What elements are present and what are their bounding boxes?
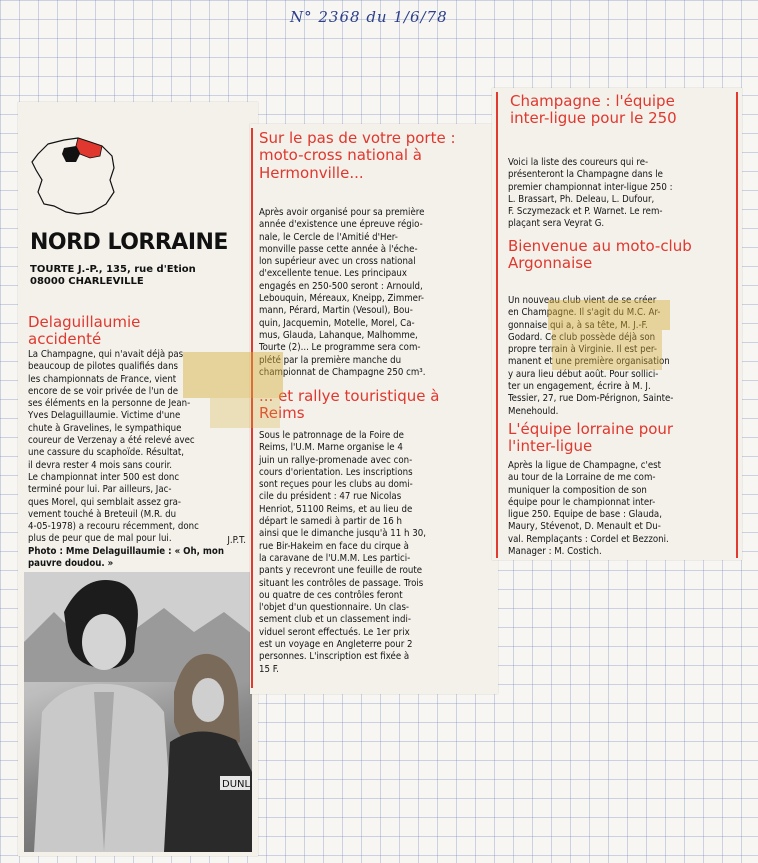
article-headline: Delaguillaumie accidenté — [28, 313, 141, 349]
text-line: gonnaise qui a, à sa tête, M. J.-F. — [508, 319, 648, 331]
text-line: 4-05-1978) a recouru récemment, donc — [28, 521, 199, 533]
tape-strip — [548, 300, 670, 330]
text-line: rue Bir-Hakeim en face du cirque à — [259, 540, 409, 552]
text-line: équipe pour le championnat inter- — [508, 496, 656, 508]
text-line: sement club et un classement indi- — [259, 614, 411, 626]
text-line: personnes. L'inscription est fixée à — [259, 651, 410, 663]
text-line: Yves Delaguillaumie. Victime d'une — [28, 410, 181, 422]
text-line: Lebouquin, Méreaux, Kneipp, Zimmer- — [259, 293, 425, 305]
text-line: premier championnat inter-ligue 250 : — [508, 181, 673, 193]
tape-strip — [552, 330, 662, 370]
article-body — [259, 430, 488, 676]
text-line: monville passe cette année à l'éche- — [259, 243, 418, 255]
text-line: y aura lieu début août. Pour sollici- — [508, 368, 659, 380]
article-headline: Champagne : l'équipe inter-ligue pour le 250 — [510, 92, 677, 128]
text-line: plaçant sera Veyrat G. — [508, 218, 605, 230]
text-line: Sous le patronnage de la Foire de — [259, 430, 404, 441]
france-map-icon — [28, 134, 120, 218]
text-line: Menehould. — [508, 405, 559, 417]
text-line: 15 F. — [259, 663, 279, 675]
text-line: encore de se voir privée de l'un de — [28, 385, 179, 397]
handwritten-note: N° 2368 du 1/6/78 — [290, 8, 448, 26]
text-line: mus, Glauda, Lahanque, Malhomme, — [259, 329, 418, 341]
address-line: 08000 CHARLEVILLE — [30, 276, 144, 287]
text-line: L. Brassart, Ph. Deleau, L. Dufour, — [508, 193, 655, 205]
text-line: F. Sczymezack et P. Warnet. Le rem- — [508, 206, 663, 218]
article-body — [508, 157, 732, 231]
text-line: est un voyage en Angleterre pour 2 — [259, 639, 413, 651]
text-line: il devra rester 4 mois sans courir. — [28, 459, 173, 471]
text-line: Manager : M. Costich. — [508, 546, 602, 558]
text-line: en Champagne. Il s'agit du M.C. Ar- — [508, 307, 661, 319]
article-signature: J.P.T. — [227, 535, 246, 546]
text-line: muniquer la composition de son — [508, 484, 647, 496]
text-line: les championnats de France, vient — [28, 373, 177, 385]
text-line: La Champagne, qui n'avait déjà pas — [28, 349, 184, 360]
text-line: Voici la liste des coureurs qui re- — [508, 157, 649, 168]
text-line: ou quatre de ces contrôles feront — [259, 589, 403, 601]
article-headline: Sur le pas de votre porte : moto-cross national à Hermonville... — [259, 129, 456, 182]
text-line: Godard. Ce club possède déjà son — [508, 331, 656, 343]
correspondent-address — [30, 264, 196, 288]
text-line: Après avoir organisé pour sa première — [259, 207, 425, 218]
text-line: Maury, Stévenot, D. Menault et Du- — [508, 521, 661, 533]
text-line: chute à Gravelines, le sympathique — [28, 422, 182, 434]
text-line: plus de peur que de mal pour lui. — [28, 533, 172, 545]
tape-strip — [210, 398, 280, 428]
text-line: beaucoup de pilotes qualifiés dans — [28, 361, 179, 373]
photo-caption: Photo : Mme Delaguillaumie : « Oh, mon pauvre doudou. » — [28, 546, 224, 570]
address-line: TOURTE J.-P., 135, rue d'Etion — [30, 264, 196, 275]
text-line: Un nouveau club vient de se créer — [508, 295, 657, 306]
text-line: propre terrain à Virginie. Il est per- — [508, 344, 657, 356]
text-line: viduel seront effectués. Le 1er prix — [259, 626, 410, 638]
text-line: ainsi que le dimanche jusqu'à 11 h 30, — [259, 528, 426, 540]
text-line: vement touché à Breteuil (M.R. du — [28, 508, 177, 520]
text-line: une cassure du scaphoïde. Résultat, — [28, 447, 185, 459]
text-line: juin un rallye-promenade avec con- — [259, 454, 413, 466]
article-headline: Bienvenue au moto-club Argonnaise — [508, 237, 692, 273]
text-line: engagés en 250-500 seront : Arnould, — [259, 280, 423, 292]
text-line: lon supérieur avec un cross national — [259, 256, 416, 268]
text-line: quin, Jacquemin, Motelle, Morel, Ca- — [259, 317, 415, 329]
text-line: Tourte (2)... Le programme sera com- — [259, 342, 421, 354]
article-body — [508, 460, 732, 558]
article-headline: ... et rallye touristique à Reims — [259, 387, 440, 423]
text-line: nale, le Cercle de l'Amitié d'Her- — [259, 231, 398, 243]
text-line: pants y recevront une feuille de route — [259, 565, 423, 577]
text-line: plété par la première manche du — [259, 354, 402, 366]
text-line: cile du président : 47 rue Nicolas — [259, 491, 402, 503]
text-line: présenteront la Champagne dans le — [508, 169, 663, 181]
text-line: mann, Pérard, Martin (Vesoul), Bou- — [259, 305, 413, 317]
article-headline: L'équipe lorraine pour l'inter-ligue — [508, 420, 674, 456]
text-line: au tour de la Lorraine de me com- — [508, 472, 656, 484]
text-line: championnat de Champagne 250 cm³. — [259, 366, 426, 378]
text-line: Le championnat inter 500 est donc — [28, 471, 180, 483]
article-body — [259, 207, 488, 379]
text-line: cours d'orientation. Les inscriptions — [259, 466, 413, 478]
text-line: Tessier, 27, rue Dom-Pérignon, Sainte- — [508, 393, 674, 405]
region-title: NORD LORRAINE — [30, 230, 228, 255]
text-line: ses éléments en la personne de Jean- — [28, 398, 191, 410]
text-line: terminé pour lui. Par ailleurs, Jac- — [28, 484, 172, 496]
photo-jacket-text: DUNL — [222, 779, 251, 790]
text-line: l'objet d'un questionnaire. Un clas- — [259, 602, 410, 614]
tape-strip — [183, 352, 283, 398]
text-line: Après la ligue de Champagne, c'est — [508, 460, 662, 471]
text-line: ligue 250. Equipe de base : Glauda, — [508, 509, 662, 521]
text-line: année d'existence une épreuve régio- — [259, 219, 423, 231]
text-line: Reims, l'U.M. Marne organise le 4 — [259, 442, 403, 454]
text-line: coureur de Verzenay a été relevé avec — [28, 435, 195, 447]
red-rule — [496, 92, 498, 558]
article-photo — [24, 572, 252, 852]
text-line: ques Morel, qui semblait assez gra- — [28, 496, 182, 508]
text-line: Henriot, 51100 Reims, et au lieu de — [259, 503, 413, 515]
red-rule — [736, 92, 738, 558]
text-line: situant les contrôles de passage. Trois — [259, 577, 424, 589]
text-line: manent et une première organisation — [508, 356, 670, 368]
text-line: ter un engagement, écrire à M. J. — [508, 381, 651, 393]
text-line: la caravane de l'U.M.M. Les partici- — [259, 552, 411, 564]
text-line: départ le samedi à partir de 16 h — [259, 516, 402, 528]
text-line: d'excellente tenue. Les principaux — [259, 268, 408, 280]
text-line: sont reçues pour les clubs au domi- — [259, 479, 413, 491]
text-line: val. Remplaçants : Cordel et Bezzoni. — [508, 533, 669, 545]
